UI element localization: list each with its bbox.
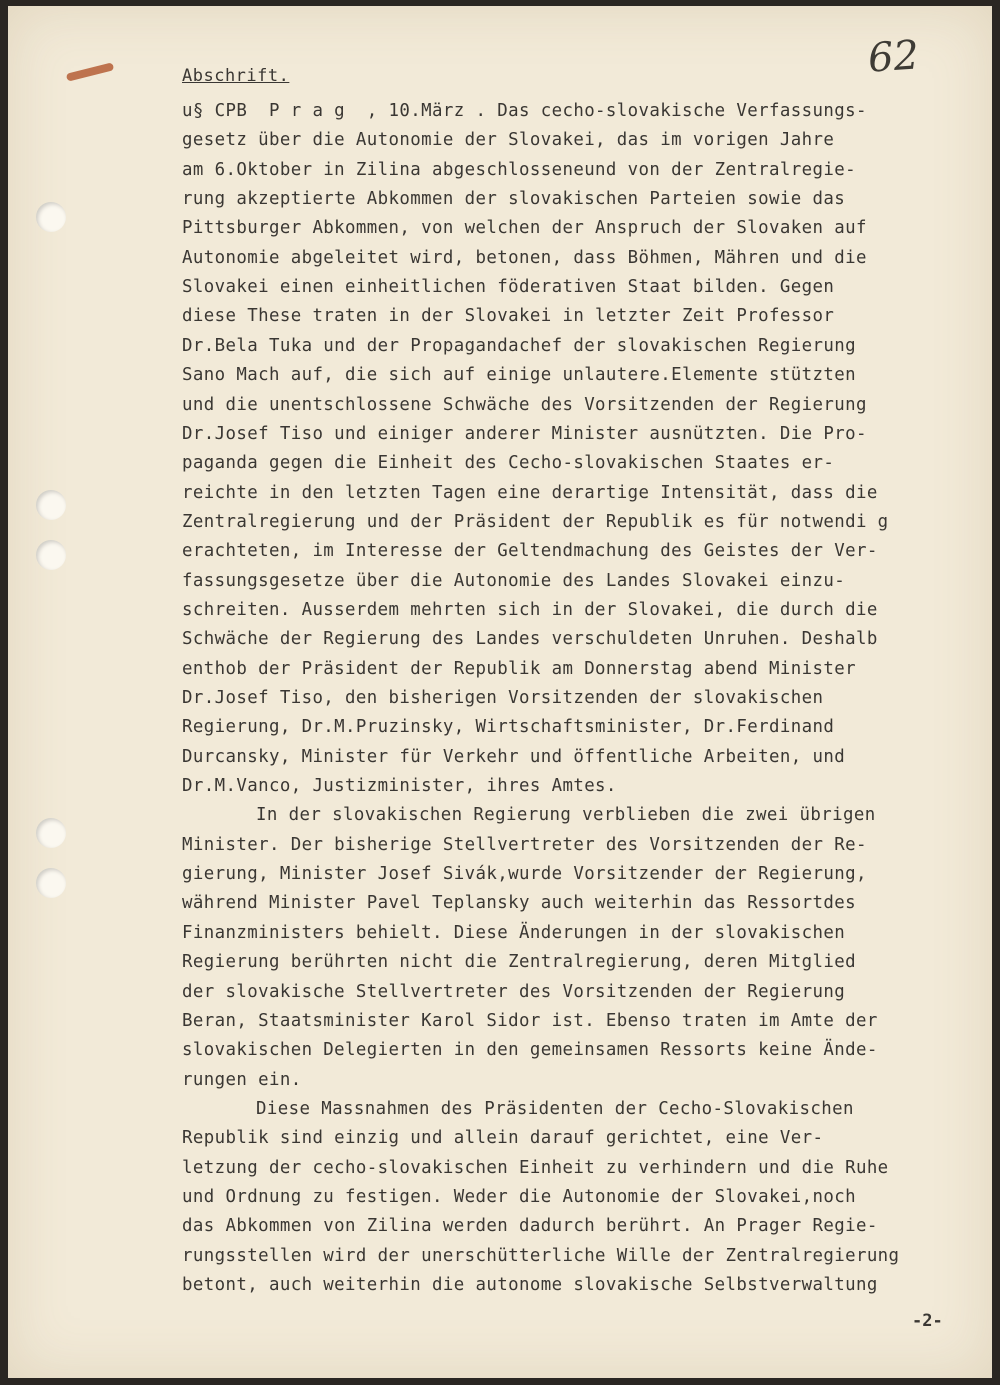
text-line: Dr.Josef Tiso und einiger anderer Minister ausnützten. Die Pro-	[182, 423, 867, 444]
text-line: rung akzeptierte Abkommen der slovakischen Parteien sowie das	[182, 189, 846, 210]
text-line: letzung der cecho-slovakischen Einheit zu verhindern und die Ruhe	[182, 1157, 889, 1178]
document-heading: Abschrift.	[182, 66, 290, 86]
text-line: Zentralregierung und der Präsident der Republik es für notwendi g	[182, 511, 889, 532]
text-line: Durcansky, Minister für Verkehr und öffentliche Arbeiten, und	[182, 746, 846, 767]
page-number: -2-	[912, 1311, 943, 1331]
punch-hole	[36, 868, 66, 898]
text-line: gesetz über die Autonomie der Slovakei, das im vorigen Jahre	[182, 130, 835, 151]
text-line: diese These traten in der Slovakei in letzter Zeit Professor	[182, 306, 835, 327]
text-line: der slovakische Stellvertreter des Vorsitzenden der Regierung	[182, 981, 846, 1002]
text-line: enthob der Präsident der Republik am Donnerstag abend Minister	[182, 658, 856, 679]
text-line: u§ CPB P r a g , 10.März . Das cecho-slovakische Verfassungs-	[182, 101, 867, 121]
text-line: Regierung, Dr.M.Pruzinsky, Wirtschaftsminister, Dr.Ferdinand	[182, 717, 835, 738]
text-line: Beran, Staatsminister Karol Sidor ist. Ebenso traten im Amte der	[182, 1010, 878, 1031]
text-line: und die unentschlossene Schwäche des Vorsitzenden der Regierung	[182, 394, 867, 415]
punch-hole	[36, 540, 66, 570]
text-line: Schwäche der Regierung des Landes verschuldeten Unruhen. Deshalb	[182, 629, 878, 650]
text-line: Republik sind einzig und allein darauf gerichtet, eine Ver-	[182, 1128, 824, 1149]
text-line: Sano Mach auf, die sich auf einige unlautere.Elemente stützten	[182, 365, 856, 386]
text-line: In der slovakischen Regierung verblieben die zwei übrigen	[256, 805, 876, 826]
text-line: Slovakei einen einheitlichen föderativen Staat bilden. Gegen	[182, 277, 835, 298]
punch-hole	[36, 818, 66, 848]
text-line: Diese Massnahmen des Präsidenten der Cecho-Slovakischen	[256, 1098, 854, 1119]
text-line: slovakischen Delegierten in den gemeinsamen Ressorts keine Ände-	[182, 1040, 878, 1061]
text-line: rungen ein.	[182, 1069, 302, 1090]
rust-stain	[66, 62, 115, 81]
text-line: paganda gegen die Einheit des Cecho-slovakischen Staates er-	[182, 453, 835, 474]
text-line: Regierung berührten nicht die Zentralregierung, deren Mitglied	[182, 952, 856, 973]
text-line: am 6.Oktober in Zilina abgeschlosseneund von der Zentralregie-	[182, 159, 856, 180]
text-line: gierung, Minister Josef Sivák,wurde Vorsitzender der Regierung,	[182, 864, 867, 885]
text-line: das Abkommen von Zilina werden dadurch berührt. An Prager Regie-	[182, 1216, 878, 1237]
text-line: reichte in den letzten Tagen eine derartige Intensität, dass die	[182, 482, 878, 503]
text-line: Dr.M.Vanco, Justizminister, ihres Amtes.	[182, 776, 617, 797]
text-line: betont, auch weiterhin die autonome slovakische Selbstverwaltung	[182, 1275, 878, 1295]
text-line: Dr.Bela Tuka und der Propagandachef der slovakischen Regierung	[182, 335, 856, 356]
punch-hole	[36, 202, 66, 232]
folio-number: 62	[866, 32, 921, 82]
text-line: während Minister Pavel Teplansky auch weiterhin das Ressortdes	[182, 893, 856, 914]
text-line: Autonomie abgeleitet wird, betonen, dass Böhmen, Mähren und die	[182, 247, 867, 268]
text-line: Pittsburger Abkommen, von welchen der Anspruch der Slovaken auf	[182, 218, 867, 239]
text-line: und Ordnung zu festigen. Weder die Autonomie der Slovakei,noch	[182, 1186, 856, 1207]
text-line: fassungsgesetze über die Autonomie des Landes Slovakei einzu-	[182, 570, 846, 591]
punch-hole	[36, 490, 66, 520]
text-line: erachteten, im Interesse der Geltendmachung des Geistes der Ver-	[182, 541, 878, 562]
text-line: Dr.Josef Tiso, den bisherigen Vorsitzenden der slovakischen	[182, 688, 824, 708]
text-line: schreiten. Ausserdem mehrten sich in der Slovakei, die durch die	[182, 599, 878, 620]
text-line: Minister. Der bisherige Stellvertreter des Vorsitzenden der Re-	[182, 834, 867, 855]
text-line: rungsstellen wird der unerschütterliche Wille der Zentralregierung	[182, 1245, 900, 1266]
text-line: Finanzministers behielt. Diese Änderungen in der slovakischen	[182, 922, 846, 943]
